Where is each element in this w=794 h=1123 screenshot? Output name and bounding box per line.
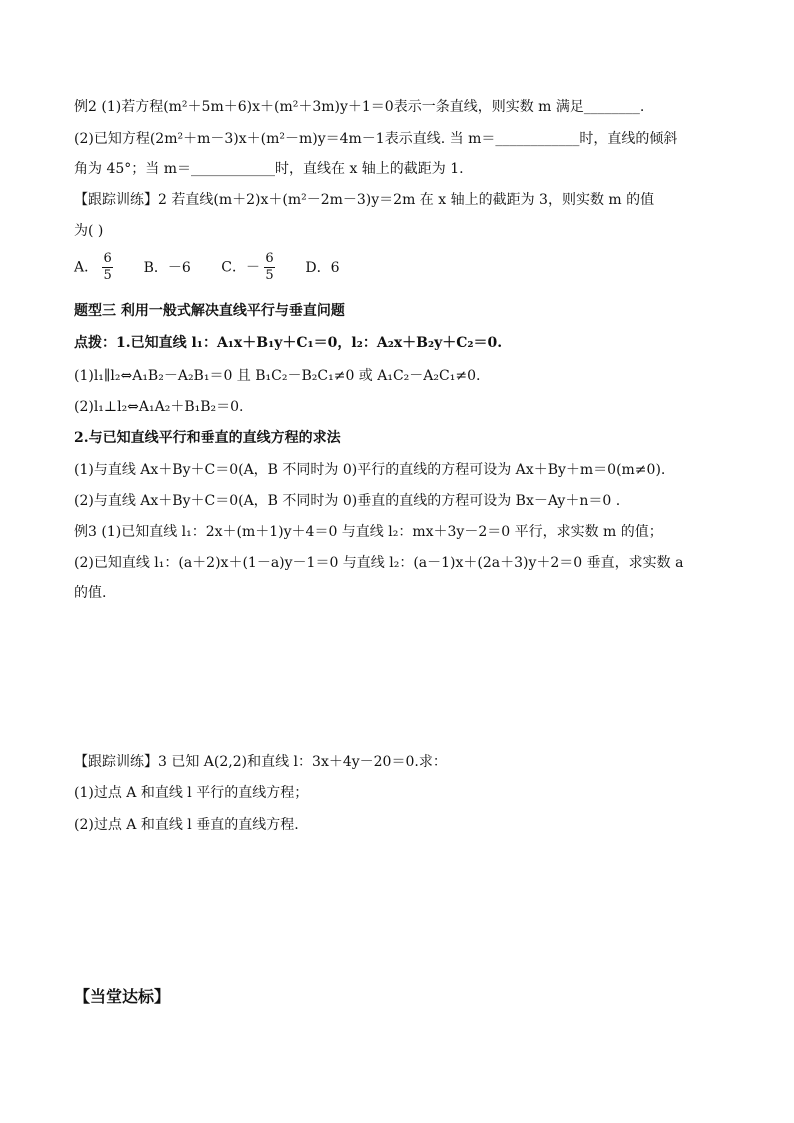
tip-subheading: 2.与已知直线平行和垂直的直线方程的求法 (74, 430, 341, 446)
example-3-part-2: (2)已知直线 l₁：(a＋2)x＋(1－a)y－1＝0 与直线 l₂：(a－1)x＋(2a＋3)y＋2＝0 垂直，求实数 a (74, 555, 684, 571)
fraction: $\frac{6}{5}$ (103, 251, 112, 283)
choice-b: B．－6 (143, 259, 191, 276)
tip-perpendicular-form: (2)与直线 Ax＋By＋C＝0(A，B 不同时为 0)垂直的直线的方程可设为 Bx－Ay＋n＝0 . (74, 493, 621, 509)
tracking-exercise-3-part-1: (1)过点 A 和直线 l 平行的直线方程； (74, 785, 309, 801)
fraction: $\frac{6}{5}$ (265, 251, 274, 283)
section-heading-type-3: 题型三 利用一般式解决直线平行与垂直问题 (74, 303, 345, 319)
example-2-part-2-cont: 角为 45°；当 m＝____________时，直线在 x 轴上的截距为 1. (74, 161, 464, 177)
tip-parallel-condition: (1)l₁∥l₂⇔A₁B₂－A₂B₁＝0 且 B₁C₂－B₂C₁≠0 或 A₁C₂－A₂C₁≠0. (74, 368, 481, 384)
choice-c: C．－ $\frac{6}{5}$ (221, 251, 274, 283)
tracking-exercise-3: 【跟踪训练】3 已知 A(2,2)和直线 l：3x＋4y－20＝0.求： (74, 754, 447, 770)
section-title-in-class-check: 【当堂达标】 (74, 987, 171, 1006)
tracking-exercise-2-cont: 为( ) (74, 223, 104, 239)
example-2-part-2: (2)已知方程(2m²＋m－3)x＋(m²－m)y＝4m－1表示直线. 当 m＝____________时，直线的倾斜 (74, 131, 678, 147)
choice-d: D．6 (305, 259, 340, 276)
tracking-exercise-2: 【跟踪训练】2 若直线(m＋2)x＋(m²－2m－3)y＝2m 在 x 轴上的截距为 3，则实数 m 的值 (74, 192, 655, 208)
tip-perpendicular-condition: (2)l₁⊥l₂⇔A₁A₂＋B₁B₂＝0. (74, 399, 244, 415)
tip-parallel-form: (1)与直线 Ax＋By＋C＝0(A，B 不同时为 0)平行的直线的方程可设为 Ax＋By＋m＝0(m≠0). (74, 462, 666, 478)
tip-heading: 点拨：1.已知直线 l₁：A₁x＋B₁y＋C₁＝0，l₂：A₂x＋B₂y＋C₂＝0. (74, 335, 503, 351)
example-2-part-1: 例2 (1)若方程(m²＋5m＋6)x＋(m²＋3m)y＋1＝0表示一条直线，则实数 m 满足________. (74, 99, 645, 115)
example-3-part-1: 例3 (1)已知直线 l₁：2x＋(m＋1)y＋4＝0 与直线 l₂：mx＋3y－2＝0 平行，求实数 m 的值； (74, 524, 663, 540)
answer-choices (74, 251, 366, 284)
choice-a: A． $\frac{6}{5}$ (74, 251, 112, 283)
example-3-part-2-cont: 的值. (74, 585, 107, 601)
tracking-exercise-3-part-2: (2)过点 A 和直线 l 垂直的直线方程. (74, 817, 299, 833)
